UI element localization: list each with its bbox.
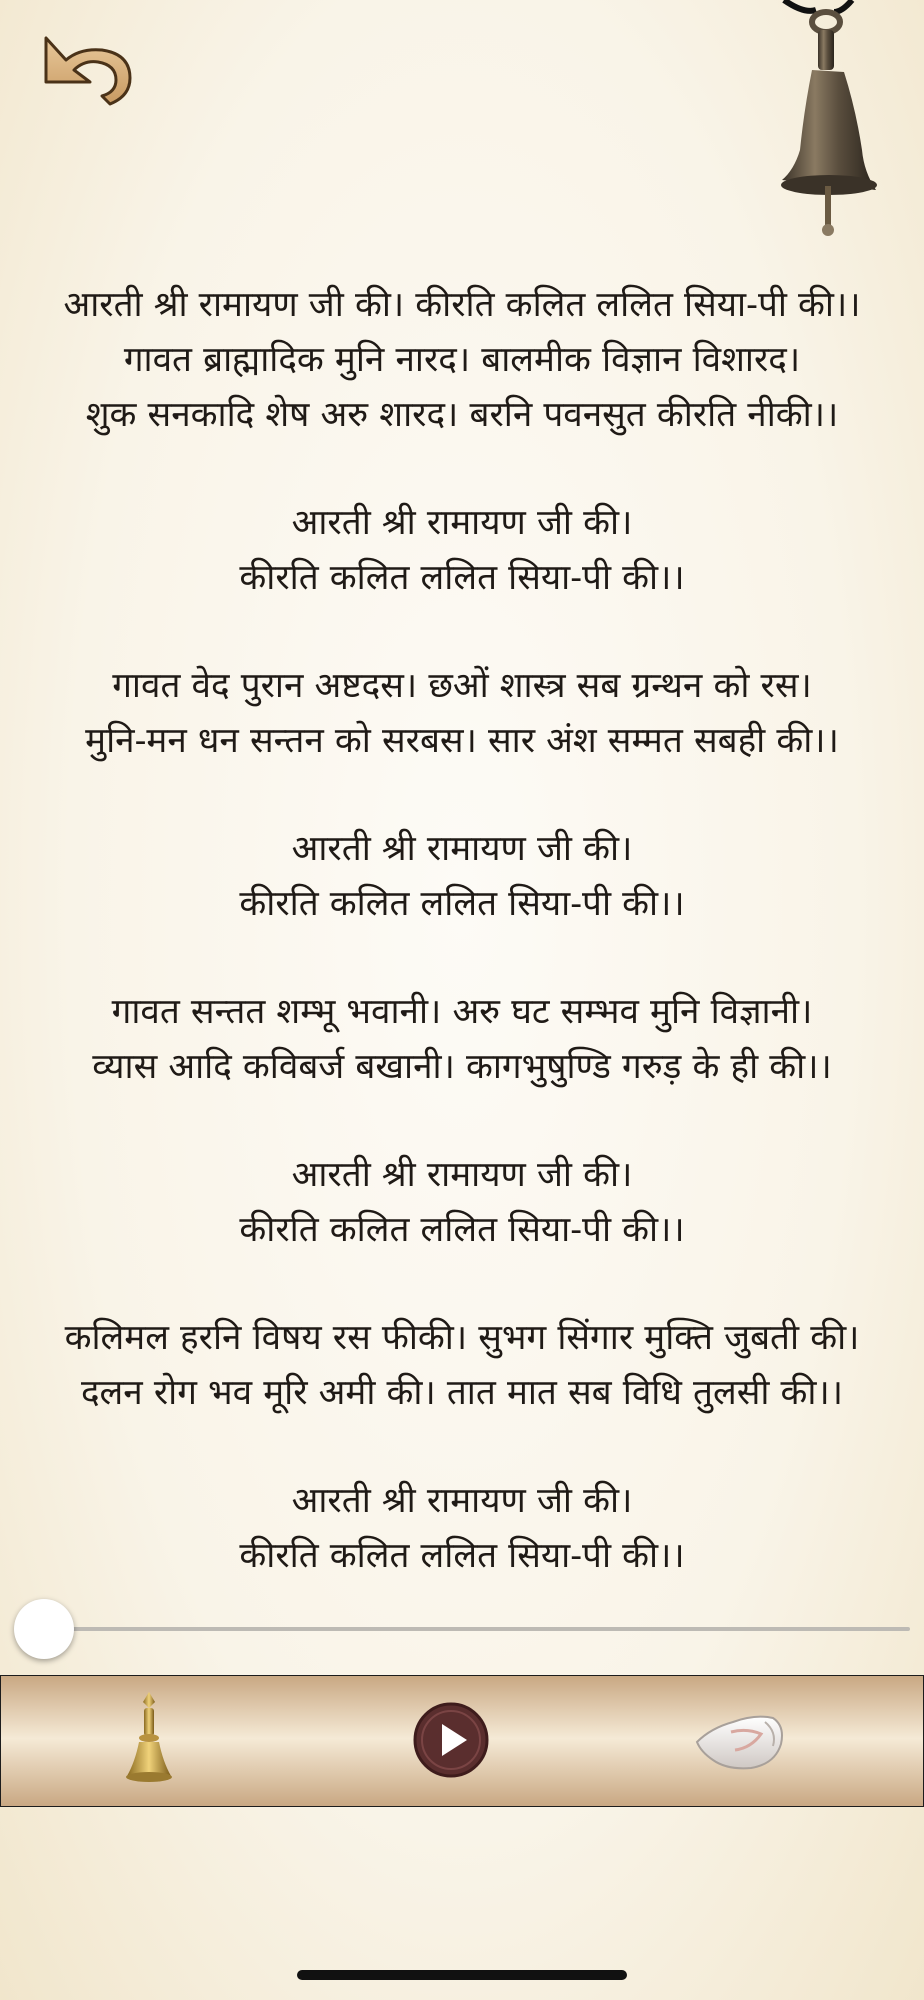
lyric-line: आरती श्री रामायण जी की। (291, 829, 633, 869)
lyric-line: आरती श्री रामायण जी की। (291, 1155, 633, 1195)
lyric-line: आरती श्री रामायण जी की। (291, 1481, 633, 1521)
audio-seek-slider[interactable] (14, 1597, 910, 1661)
lyric-line: गावत ब्राह्मादिक मुनि नारद। बालमीक विज्ञान विशारद। (123, 340, 801, 380)
undo-arrow-icon (40, 32, 136, 106)
stanza-7 (0, 1311, 924, 1421)
stanza-8 (0, 1474, 924, 1584)
play-button[interactable] (401, 1688, 501, 1792)
lyric-line: व्यास आदि कविबर्ज बखानी। कागभुषुण्डि गरुड़ के ही की।। (92, 1047, 832, 1087)
lyric-line: कीरति कलित ललित सिया-पी की।। (239, 558, 685, 598)
lyric-line: आरती श्री रामायण जी की। (291, 503, 633, 543)
lyric-line: कीरति कलित ललित सिया-पी की।। (239, 1536, 685, 1576)
seek-thumb[interactable] (14, 1599, 74, 1659)
conch-button[interactable] (691, 1688, 791, 1792)
stanza-4 (0, 822, 924, 932)
lyric-line: मुनि-मन धन सन्तन को सरबस। सार अंश सम्मत सबही की।। (85, 721, 839, 761)
bottom-toolbar (0, 1675, 924, 1807)
lyric-line: गावत वेद पुरान अष्टदस। छओं शास्त्र सब ग्रन्थन को रस। (112, 666, 812, 706)
lyric-line: गावत सन्तत शम्भू भवानी। अरु घट सम्भव मुनि विज्ञानी। (111, 992, 813, 1032)
stanza-2 (0, 496, 924, 606)
seek-track[interactable] (44, 1627, 910, 1631)
play-icon (401, 1688, 501, 1792)
stanza-1 (0, 278, 924, 443)
hand-bell-icon (99, 1688, 199, 1792)
temple-bell[interactable] (764, 0, 894, 240)
conch-shell-icon (691, 1688, 791, 1792)
aarti-lyrics (0, 278, 924, 1637)
lyric-line: आरती श्री रामायण जी की। कीरति कलित ललित सिया-पी की।। (63, 285, 861, 325)
lyric-line: शुक सनकादि शेष अरु शारद। बरनि पवनसुत कीरति नीकी।। (85, 395, 839, 435)
back-button[interactable] (40, 32, 136, 106)
stanza-6 (0, 1148, 924, 1258)
lyric-line: कलिमल हरनि विषय रस फीकी। सुभग सिंगार मुक्ति जुबती की। (64, 1318, 860, 1358)
stanza-3 (0, 659, 924, 769)
stanza-5 (0, 985, 924, 1095)
lyric-line: दलन रोग भव मूरि अमी की। तात मात सब विधि तुलसी की।। (80, 1373, 844, 1413)
lyric-line: कीरति कलित ललित सिया-पी की।। (239, 1210, 685, 1250)
hand-bell-button[interactable] (99, 1688, 199, 1792)
temple-bell-icon (764, 0, 894, 240)
lyric-line: कीरति कलित ललित सिया-पी की।। (239, 884, 685, 924)
home-indicator[interactable] (297, 1970, 627, 1980)
